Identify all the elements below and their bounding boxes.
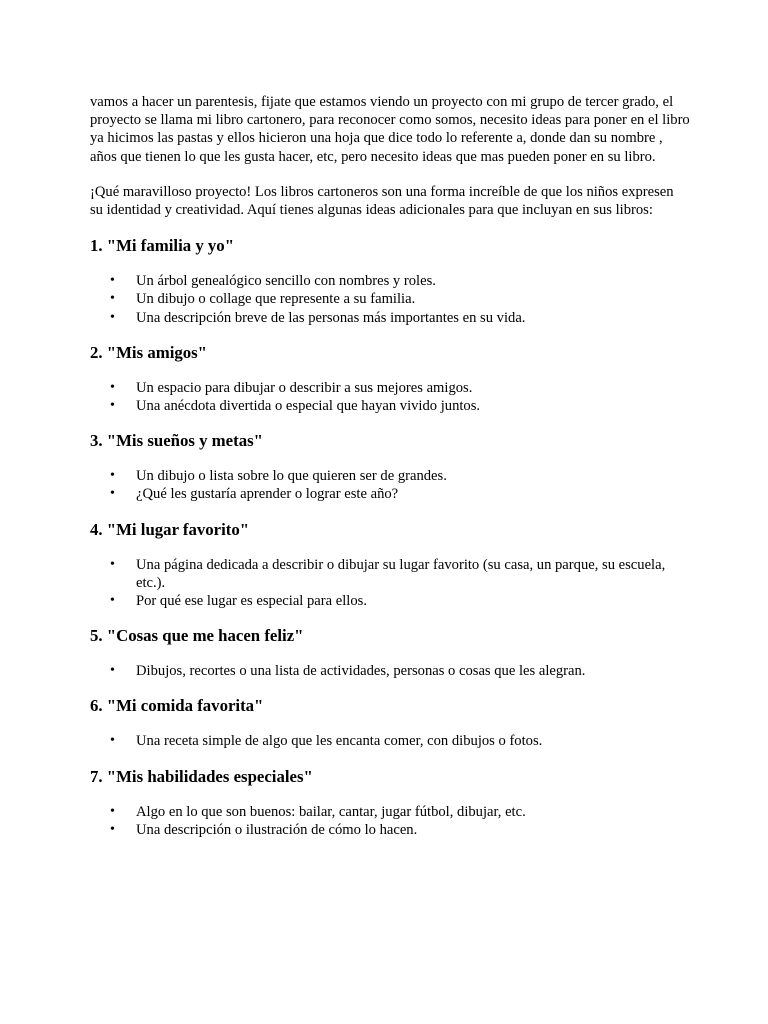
- bullet-icon: •: [110, 273, 115, 289]
- section-title: 4. "Mi lugar favorito": [90, 519, 250, 539]
- bullet-list: [90, 272, 690, 327]
- bullet-list: [90, 556, 690, 611]
- bullet-list: [90, 379, 690, 415]
- bullet-icon: •: [110, 398, 115, 414]
- section-6: [90, 696, 690, 766]
- section-1: [90, 236, 690, 343]
- list-item: • Un árbol genealógico sencillo con nombres y roles.: [110, 273, 436, 290]
- section-7: [90, 767, 690, 839]
- bullet-icon: •: [110, 803, 115, 819]
- section-5: [90, 626, 690, 696]
- list-item: • Un espacio para dibujar o describir a sus mejores amigos.: [110, 379, 473, 396]
- bullet-icon: •: [110, 733, 115, 749]
- bullet-list: [90, 803, 690, 839]
- list-item: • ¿Qué les gustaría aprender o lograr este año?: [110, 486, 399, 503]
- intro-paragraph-response: ¡Qué maravilloso proyecto! Los libros cartoneros son una forma increíble de que los niños expresen su identidad y creatividad. Aquí tienes algunas ideas adicionales para que incluyan en sus libros:: [90, 183, 674, 219]
- section-title: 5. "Cosas que me hacen feliz": [90, 626, 304, 646]
- list-item: • Algo en lo que son buenos: bailar, cantar, jugar fútbol, dibujar, etc.: [110, 803, 526, 820]
- section-4: [90, 520, 690, 627]
- section-3: [90, 431, 690, 519]
- list-item: • Una página dedicada a describir o dibujar su lugar favorito (su casa, un parque, su escuela, etc.).: [110, 556, 666, 591]
- bullet-list: [90, 662, 690, 680]
- bullet-icon: •: [110, 291, 115, 307]
- list-item: • Una descripción breve de las personas más importantes en su vida.: [110, 309, 526, 326]
- list-item: • Dibujos, recortes o una lista de actividades, personas o cosas que les alegran.: [110, 663, 586, 680]
- bullet-icon: •: [110, 821, 115, 837]
- list-item: • Por qué ese lugar es especial para ellos.: [110, 593, 367, 610]
- intro-paragraph-user: vamos a hacer un parentesis, fijate que estamos viendo un proyecto con mi grupo de tercer grado, el proyecto se llama mi libro cartonero, para reconocer como somos, necesito ideas para poner en el libro ya hicimos las pastas y ellos hicieron una hoja que dice todo lo referente a, donde dan su nombre , años que tienen lo que les gusta hacer, etc, pero necesito ideas que mas pueden poner en su libro.: [90, 94, 690, 165]
- section-2: [90, 343, 690, 431]
- bullet-list: [90, 467, 690, 503]
- section-title: 2. "Mis amigos": [90, 342, 207, 362]
- bullet-icon: •: [110, 556, 115, 572]
- bullet-icon: •: [110, 309, 115, 325]
- bullet-icon: •: [110, 663, 115, 679]
- section-title: 6. "Mi comida favorita": [90, 696, 264, 716]
- document-page: [90, 93, 690, 839]
- list-item: • Una receta simple de algo que les encanta comer, con dibujos o fotos.: [110, 733, 543, 750]
- section-title: 3. "Mis sueños y metas": [90, 431, 263, 451]
- list-item: • Una descripción o ilustración de cómo lo hacen.: [110, 821, 418, 838]
- list-item: • Un dibujo o lista sobre lo que quieren ser de grandes.: [110, 468, 447, 485]
- list-item: • Un dibujo o collage que represente a su familia.: [110, 291, 416, 308]
- section-title: 1. "Mi familia y yo": [90, 236, 235, 256]
- list-item: • Una anécdota divertida o especial que hayan vivido juntos.: [110, 398, 481, 415]
- bullet-icon: •: [110, 486, 115, 502]
- bullet-list: [90, 732, 690, 750]
- bullet-icon: •: [110, 468, 115, 484]
- bullet-icon: •: [110, 593, 115, 609]
- section-title: 7. "Mis habilidades especiales": [90, 766, 313, 786]
- bullet-icon: •: [110, 379, 115, 395]
